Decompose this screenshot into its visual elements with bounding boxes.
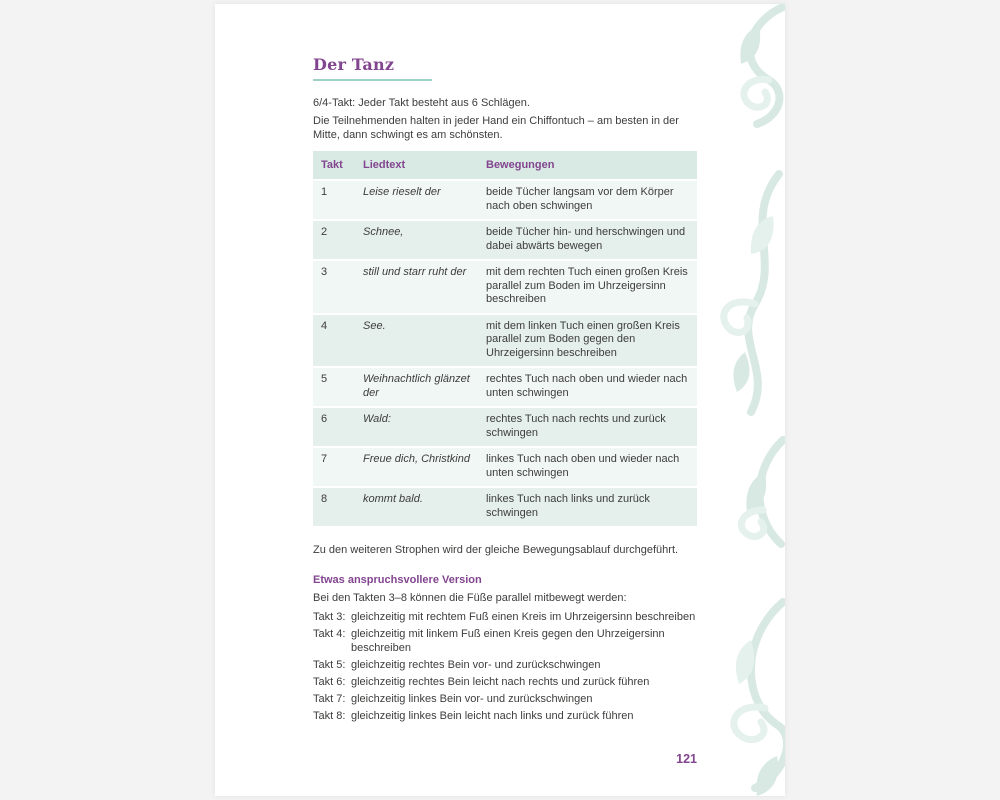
cell-takt: 8 <box>313 487 355 527</box>
column-header-bewegungen: Bewegungen <box>478 151 697 180</box>
takt-instruction: gleichzeitig linkes Bein vor- und zurückschwingen <box>351 693 593 705</box>
table-row <box>313 487 697 527</box>
cell-bewegung: beide Tücher langsam vor dem Körper nach oben schwingen <box>478 180 697 220</box>
cell-bewegung: linkes Tuch nach oben und wieder nach unten schwingen <box>478 447 697 487</box>
cell-liedtext: See. <box>355 314 478 368</box>
takt-instruction: gleichzeitig rechtes Bein leicht nach rechts und zurück führen <box>351 676 650 688</box>
list-item <box>313 627 697 655</box>
book-page <box>215 4 785 796</box>
after-table-note: Zu den weiteren Strophen wird der gleiche Bewegungsablauf durchgeführt. <box>313 544 679 556</box>
cell-takt: 2 <box>313 220 355 260</box>
cell-bewegung: mit dem linken Tuch einen großen Kreis parallel zum Boden gegen den Uhrzeigersinn beschreiben <box>478 314 697 368</box>
column-header-liedtext: Liedtext <box>355 151 478 180</box>
cell-takt: 1 <box>313 180 355 220</box>
table-row <box>313 367 697 407</box>
takt-label: Takt 6: <box>313 676 346 688</box>
cell-takt: 6 <box>313 407 355 447</box>
cell-liedtext: Freue dich, Christkind <box>355 447 478 487</box>
cell-takt: 5 <box>313 367 355 407</box>
intro-section <box>313 96 697 142</box>
table-row <box>313 447 697 487</box>
list-item <box>313 675 697 689</box>
column-header-takt: Takt <box>313 151 355 180</box>
takt-label: Takt 4: <box>313 628 346 640</box>
takt-instruction: gleichzeitig rechtes Bein vor- und zurückschwingen <box>351 659 601 671</box>
cell-bewegung: mit dem rechten Tuch einen großen Kreis parallel zum Boden im Uhrzeigersinn beschreiben <box>478 260 697 314</box>
list-item <box>313 709 697 723</box>
list-item <box>313 692 697 706</box>
list-item <box>313 610 697 624</box>
cell-bewegung: rechtes Tuch nach rechts und zurück schwingen <box>478 407 697 447</box>
page-title: Der Tanz <box>313 55 395 74</box>
takt-label: Takt 5: <box>313 659 346 671</box>
cell-bewegung: linkes Tuch nach links und zurück schwingen <box>478 487 697 527</box>
takt-label: Takt 8: <box>313 710 346 722</box>
table-row <box>313 220 697 260</box>
table-row <box>313 314 697 368</box>
cell-liedtext: Wald: <box>355 407 478 447</box>
advanced-heading: Etwas anspruchsvollere Version <box>313 574 482 586</box>
title-underline <box>313 79 432 81</box>
takt-instruction: gleichzeitig linkes Bein leicht nach links und zurück führen <box>351 710 634 722</box>
cell-takt: 4 <box>313 314 355 368</box>
cell-bewegung: rechtes Tuch nach oben und wieder nach unten schwingen <box>478 367 697 407</box>
table-header-row <box>313 151 697 180</box>
cell-takt: 7 <box>313 447 355 487</box>
table-row <box>313 260 697 314</box>
advanced-section <box>313 573 697 723</box>
takt-instruction: gleichzeitig mit rechtem Fuß einen Kreis im Uhrzeigersinn beschreiben <box>351 611 696 623</box>
takt-label: Takt 7: <box>313 693 346 705</box>
table-body <box>313 180 697 527</box>
cell-liedtext: still und starr ruht der <box>355 260 478 314</box>
cell-liedtext: kommt bald. <box>355 487 478 527</box>
dance-table <box>313 151 697 528</box>
table-row <box>313 180 697 220</box>
intro-paragraph-1: 6/4-Takt: Jeder Takt besteht aus 6 Schlägen. <box>313 97 530 109</box>
table-row <box>313 407 697 447</box>
cell-liedtext: Leise rieselt der <box>355 180 478 220</box>
page-number: 121 <box>676 752 697 766</box>
floral-flourish-ornament <box>685 4 785 796</box>
cell-liedtext: Schnee, <box>355 220 478 260</box>
takt-instruction: gleichzeitig mit linkem Fuß einen Kreis gegen den Uhrzeigersinn beschreiben <box>351 628 665 654</box>
cell-bewegung: beide Tücher hin- und herschwingen und dabei abwärts bewegen <box>478 220 697 260</box>
page-content <box>313 56 697 726</box>
intro-paragraph-2: Die Teilnehmenden halten in jeder Hand ein Chiffontuch – am besten in der Mitte, dann schwingt es am schönsten. <box>313 115 679 141</box>
advanced-intro: Bei den Takten 3–8 können die Füße parallel mitbewegt werden: <box>313 592 627 604</box>
cell-liedtext: Weihnachtlich glänzet der <box>355 367 478 407</box>
takt-label: Takt 3: <box>313 611 346 623</box>
list-item <box>313 658 697 672</box>
cell-takt: 3 <box>313 260 355 314</box>
